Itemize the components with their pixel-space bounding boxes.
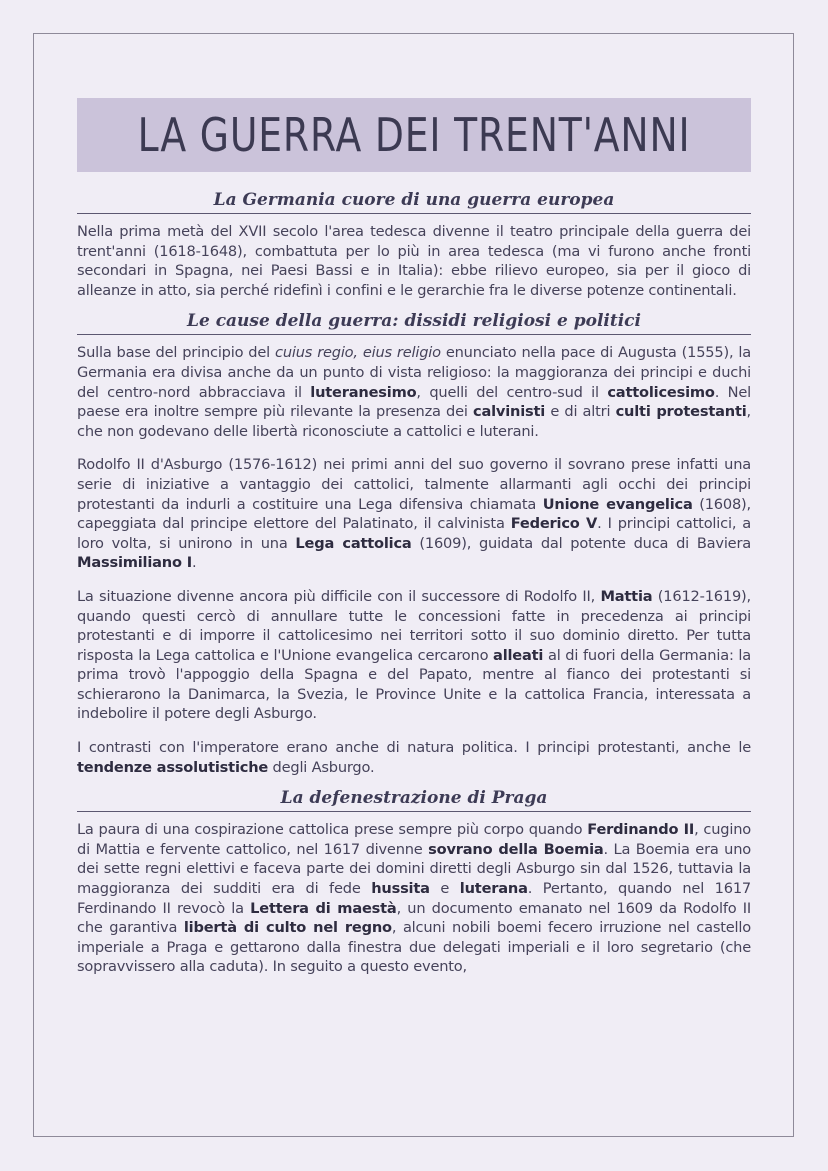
bold-term: cattolicesimo: [607, 383, 715, 401]
text-run: .: [191, 554, 197, 572]
bold-term: culti protestanti: [615, 403, 747, 421]
page-title: LA GUERRA DEI TRENT'ANNI: [137, 108, 691, 162]
text-run: , alcuni nobili boemi fecero irruzione nel castello imperiale a Praga e gettarono dalla finestra due delegati imperiali e il loro segretario (che sopravvissero alla caduta). In seguito a questo evento,: [77, 919, 751, 976]
section-3: [77, 785, 751, 977]
text-run: e: [429, 880, 460, 898]
paragraph: [77, 820, 751, 977]
section-1: [77, 187, 751, 300]
text-run: degli Asburgo.: [268, 758, 375, 776]
paragraph: [77, 587, 751, 724]
text-run: e di altri: [545, 403, 616, 421]
bold-term: libertà di culto nel regno: [183, 919, 392, 937]
text-run: enunciato nella pace di Augusta (1555), la Germania era divisa anche da un punto di vista religioso: la maggioranza dei principi e duchi del centro-nord abbracciava il: [77, 344, 751, 401]
bold-term: Massimiliano I: [77, 554, 192, 572]
section-heading: La defenestrazione di Praga: [77, 785, 751, 812]
bold-term: luterana: [459, 880, 528, 898]
document-body: [77, 187, 751, 985]
text-run: (1608), capeggiata dal principe elettore del Palatinato, il calvinista: [77, 495, 751, 533]
text-run: Rodolfo II d'Asburgo (1576-1612) nei primi anni del suo governo il sovrano prese infatti una serie di iniziative a vantaggio dei cattolici, talmente allarmanti agli occhi dei principi protestanti da indurli a costituire una Lega difensiva chiamata: [77, 456, 751, 513]
bold-term: Lettera di maestà: [250, 899, 397, 917]
text-run: . Pertanto, quando nel 1617 Ferdinando II revocò la: [77, 880, 751, 917]
bold-term: hussita: [371, 880, 430, 898]
text-run: Nella prima metà del XVII secolo l'area tedesca divenne il teatro principale della guerra dei trent'anni (1618-1648), combattuta per lo più in area tedesca (ma vi furono anche fronti secondari in Spagna, nei Paesi Bassi e in Italia): ebbe rilievo europeo, sia per il gioco di alleanze in atto, sia perché ridefinì i confini e le gerarchie fra le diverse potenze continentali.: [77, 223, 751, 299]
bold-term: luteranesimo: [310, 383, 417, 401]
paragraph: [77, 455, 751, 573]
bold-term: Lega cattolica: [295, 534, 412, 552]
paragraph: [77, 222, 751, 300]
bold-term: Ferdinando II: [587, 821, 695, 839]
bold-term: alleati: [493, 646, 544, 664]
bold-term: calvinisti: [473, 403, 546, 421]
text-run: (1609), guidata dal potente duca di Baviera: [411, 534, 751, 552]
bold-term: tendenze assolutistiche: [77, 758, 269, 776]
section-heading: Le cause della guerra: dissidi religiosi e politici: [77, 308, 751, 335]
text-run: al di fuori della Germania: la prima trovò l'appoggio della Spagna e del Papato, mentre al fianco dei protestanti si schierarono la Danimarca, la Svezia, le Province Unite e la cattolica Francia, interessata a indebolire il potere degli Asburgo.: [77, 646, 751, 723]
section-heading: La Germania cuore di una guerra europea: [77, 187, 751, 214]
text-run: I contrasti con l'imperatore erano anche di natura politica. I principi protestanti, anche le: [77, 739, 751, 757]
italic-term: cuius regio, eius religio: [275, 344, 441, 362]
text-run: , quelli del centro-sud il: [416, 383, 608, 401]
text-run: (1612-1619), quando questi cercò di annullare tutte le concessioni fatte in precedenza ai principi protestanti e di imporre il cattolicesimo nei territori sotto il suo dominio diretto. Per tutta risposta la Lega cattolica e l'Unione evangelica cercarono: [77, 587, 751, 664]
text-run: , un documento emanato nel 1609 da Rodolfo II che garantiva: [77, 899, 751, 937]
section-2: [77, 308, 751, 777]
bold-term: sovrano della Boemia: [428, 840, 604, 858]
text-run: , cugino di Mattia e fervente cattolico, nel 1617 divenne: [77, 821, 751, 858]
paragraph: [77, 343, 751, 441]
bold-term: Federico V: [510, 515, 598, 533]
text-run: La situazione divenne ancora più difficile con il successore di Rodolfo II,: [77, 587, 601, 605]
text-run: . I principi cattolici, a loro volta, si unirono in una: [77, 515, 752, 552]
bold-term: Unione evangelica: [542, 495, 693, 513]
text-run: La paura di una cospirazione cattolica prese sempre più corpo quando: [77, 821, 588, 839]
text-run: . La Boemia era uno dei sette regni elettivi e faceva parte dei domini diretti degli Asburgo sin dal 1526, tuttavia la maggioranza dei sudditi era di fede: [77, 840, 751, 898]
title-banner: [77, 98, 751, 172]
bold-term: Mattia: [600, 587, 653, 605]
paragraph: [77, 738, 751, 777]
text-run: , che non godevano delle libertà riconosciute a cattolici e luterani.: [77, 403, 751, 440]
text-run: Sulla base del principio del: [77, 344, 276, 362]
text-run: . Nel paese era inoltre sempre più rilevante la presenza dei: [77, 383, 751, 421]
